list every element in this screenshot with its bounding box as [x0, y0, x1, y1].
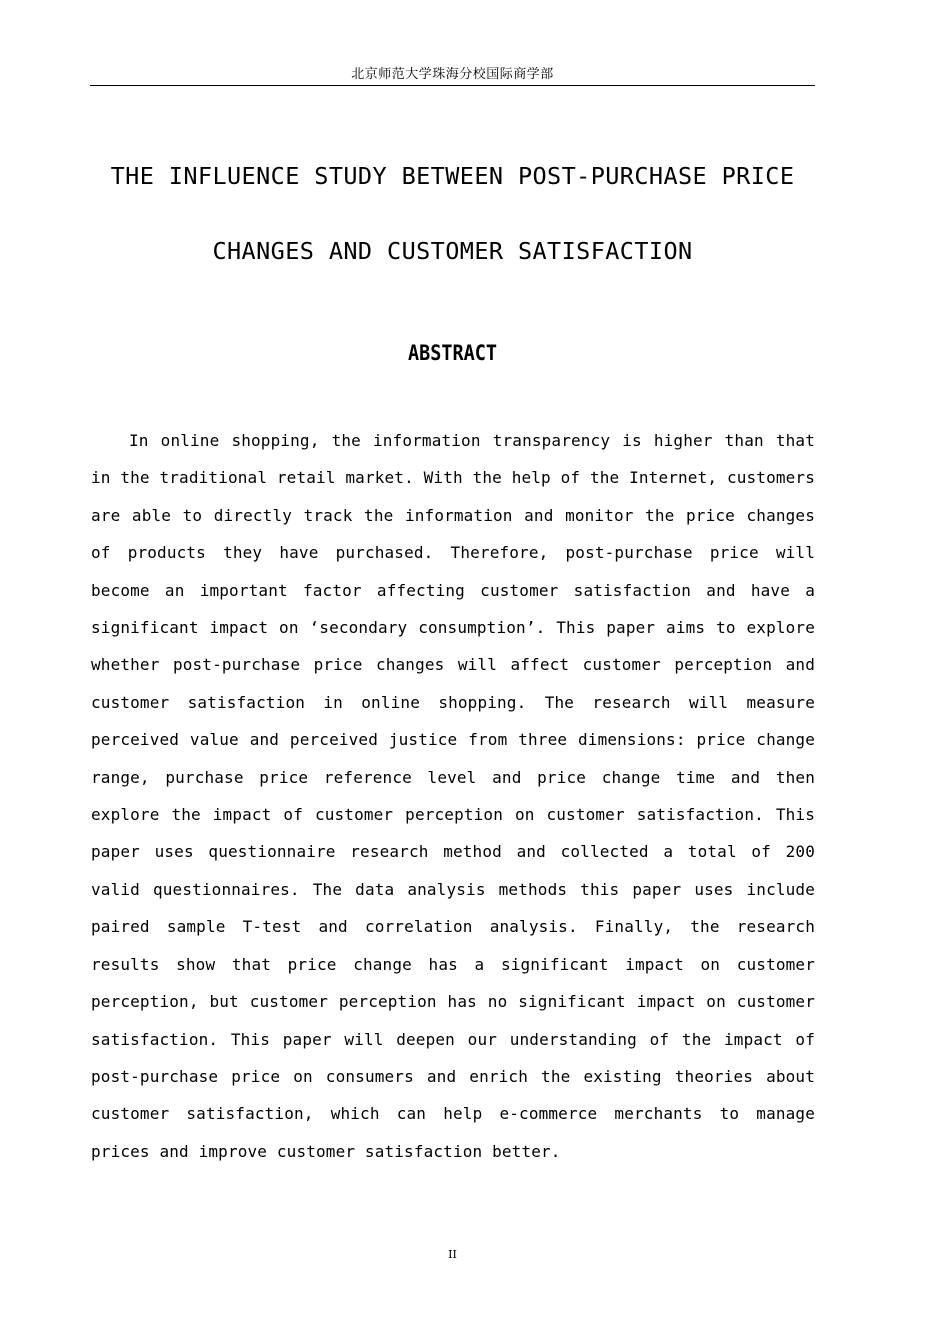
paper-title-line-2: CHANGES AND CUSTOMER SATISFACTION [212, 237, 693, 265]
abstract-body: In online shopping, the information transparency is higher than that in the traditional retail market. With the help of the Internet, customers are able to directly track the information and monitor the price changes of products they have purchased. Therefore, post-purchase price will become an important factor affecting customer satisfaction and have a significant impact on ‘secondary consumption’. This paper aims to explore whether post-purchase price changes will affect customer perception and customer satisfaction in online shopping. The research will measure perceived value and perceived justice from three dimensions: price change range, purchase price reference level and price change time and then explore the impact of customer perception on customer satisfaction. This paper uses questionnaire research method and collected a total of 200 valid questionnaires. The data analysis methods this paper uses include paired sample T-test and correlation analysis. Finally, the research results show that price change has a significant impact on customer perception, but customer perception has no significant impact on customer satisfaction. This paper will deepen our understanding of the impact of post-purchase price on consumers and enrich the existing theories about customer satisfaction, which can help e-commerce merchants to manage prices and improve customer satisfaction better. [91, 431, 815, 1161]
page-number: II [448, 1248, 457, 1261]
header-rule [90, 85, 815, 86]
abstract-heading: ABSTRACT [407, 341, 498, 365]
running-header: 北京师范大学珠海分校国际商学部 [351, 67, 554, 82]
paper-title-line-1: THE INFLUENCE STUDY BETWEEN POST-PURCHASE PRICE [110, 162, 795, 190]
